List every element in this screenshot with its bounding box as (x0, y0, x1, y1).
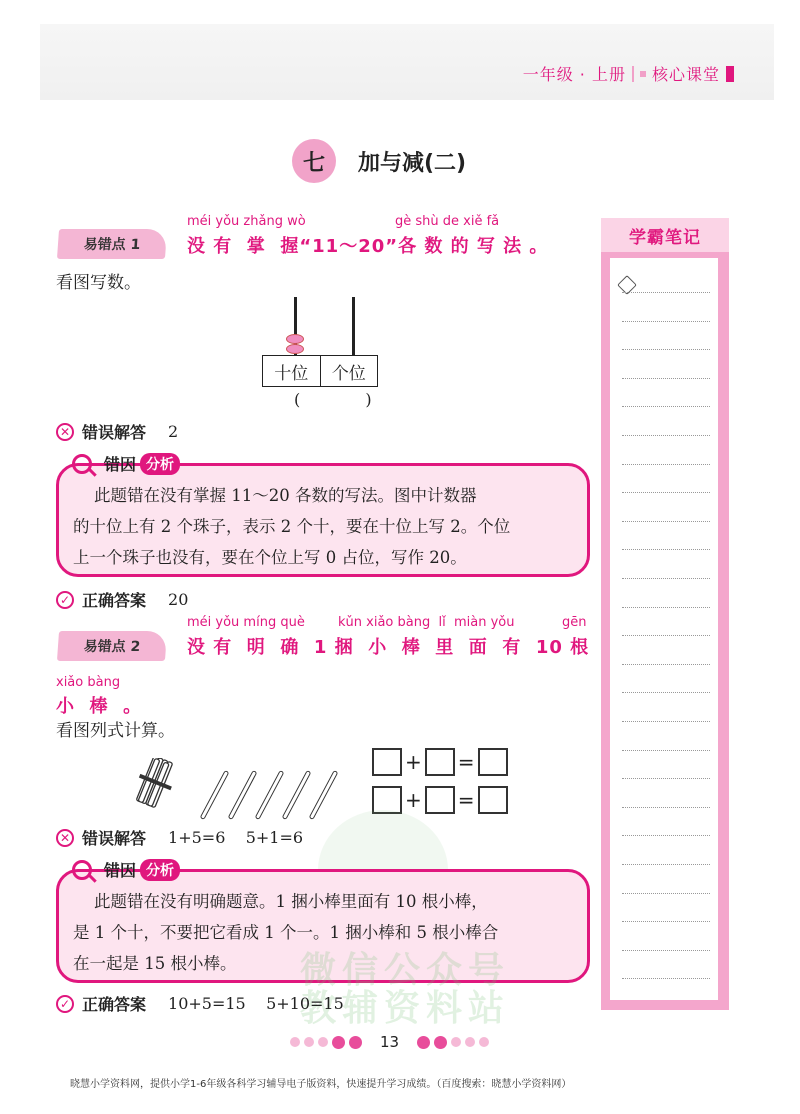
analysis-line: 的十位上有 2 个珠子，表示 2 个十，要在十位上写 2。个位 (73, 517, 511, 536)
ones-rod (352, 297, 355, 355)
single-stick (228, 770, 258, 820)
divider (632, 66, 634, 82)
grade-label: 一年级 · 上册 (522, 65, 626, 84)
pinyin-1a: méi yǒu zhǎng wò (187, 214, 306, 229)
wrong-answer-row-1 (56, 420, 178, 443)
cross-icon: ✕ (56, 423, 74, 441)
answer-box[interactable] (425, 786, 455, 814)
dot (318, 1037, 328, 1047)
pinyin-2b: kǔn xiǎo bàng lǐ miàn yǒu (338, 615, 515, 630)
analysis-line: 是 1 个十，不要把它看成 1 个一。1 捆小棒和 5 根小棒合 (73, 923, 499, 942)
cross-icon: ✕ (56, 829, 74, 847)
note-line (622, 292, 710, 293)
dot (479, 1037, 489, 1047)
dot (332, 1036, 345, 1049)
analysis-line: 在一起是 15 根小棒。 (73, 954, 237, 973)
note-line (622, 721, 710, 722)
error-point-tag-1: 易错点 1 (57, 229, 167, 259)
right-answer-row-1 (56, 588, 188, 611)
reason-heading-2 (72, 858, 180, 881)
note-line (622, 778, 710, 779)
chapter-title: 加与减(二) (358, 150, 467, 176)
chapter-heading (292, 139, 466, 183)
wrong-answer-value: 1+5=6 5+1=6 (168, 828, 304, 847)
note-line (622, 978, 710, 979)
analysis-pill: 分析 (140, 859, 180, 881)
single-stick (282, 770, 312, 820)
answer-box[interactable] (478, 786, 508, 814)
tab-marker (726, 66, 734, 82)
wrong-answer-label: 错误解答 (82, 423, 147, 442)
page-number-bar (290, 1033, 489, 1051)
plus-sign: + (405, 788, 422, 812)
header-label (523, 62, 734, 85)
note-line (622, 750, 710, 751)
check-icon: ✓ (56, 995, 74, 1013)
error-point-title-2b: 小 棒 。 (56, 696, 143, 717)
answer-box[interactable] (372, 748, 402, 776)
analysis-pill: 分析 (140, 453, 180, 475)
right-answer-value: 10+5=15 5+10=15 (168, 994, 344, 1013)
tens-bead (286, 334, 304, 344)
note-line (622, 349, 710, 350)
square-bullet (640, 71, 646, 77)
task-instruction-2: 看图列式计算。 (56, 721, 175, 741)
reason-heading-1 (72, 452, 180, 475)
right-answer-value: 20 (168, 590, 189, 609)
note-line (622, 664, 710, 665)
note-line (622, 492, 710, 493)
tens-bead (286, 344, 304, 354)
dot (434, 1036, 447, 1049)
single-stick (309, 770, 339, 820)
task-instruction-1: 看图写数。 (56, 273, 141, 293)
right-answer-row-2 (56, 992, 344, 1015)
error-point-title-2a: 没 有 明 确 1 捆 小 棒 里 面 有 10 根 (187, 637, 590, 658)
wrong-answer-value: 2 (168, 422, 179, 441)
equation-row-1 (372, 748, 508, 776)
note-line (622, 921, 710, 922)
analysis-box-1 (56, 463, 590, 577)
single-stick (255, 770, 285, 820)
note-line (622, 893, 710, 894)
note-line (622, 378, 710, 379)
single-stick (200, 770, 230, 820)
stick-bundle (130, 758, 180, 808)
notes-title: 学霸笔记 (601, 218, 729, 252)
note-line (622, 549, 710, 550)
note-line (622, 406, 710, 407)
section-label: 核心课堂 (651, 65, 720, 84)
note-line (622, 607, 710, 608)
dot (465, 1037, 475, 1047)
reason-label: 错因 (104, 861, 137, 880)
equals-sign: = (457, 788, 475, 812)
error-point-title-1: 没 有 掌 握“11～20”各 数 的 写 法 。 (187, 236, 549, 257)
dot (349, 1036, 362, 1049)
analysis-line: 此题错在没有明确题意。1 捆小棒里面有 10 根小棒， (73, 892, 488, 911)
plus-sign: + (405, 750, 422, 774)
dot (304, 1037, 314, 1047)
abacus-base (262, 355, 378, 387)
note-line (622, 321, 710, 322)
footer-note: 晓慧小学资料网，提供小学1-6年级各科学习辅导电子版资料，快速提升学习成绩。（百度搜索：晓慧小学资料网） (70, 1079, 572, 1090)
dot (417, 1036, 430, 1049)
pinyin-2d: xiǎo bàng (56, 675, 121, 690)
pinyin-1b: gè shù de xiě fǎ (395, 214, 500, 229)
right-answer-label: 正确答案 (82, 995, 147, 1014)
right-answer-label: 正确答案 (82, 591, 147, 610)
magnifier-icon (72, 454, 92, 474)
note-line (622, 464, 710, 465)
analysis-line: 此题错在没有掌握 11～20 各数的写法。图中计数器 (73, 486, 477, 505)
magnifier-icon (72, 860, 92, 880)
answer-blank: ( ) (294, 390, 402, 409)
wrong-answer-label: 错误解答 (82, 829, 147, 848)
error-point-tag-2: 易错点 2 (57, 631, 167, 661)
note-line (622, 521, 710, 522)
reason-label: 错因 (104, 455, 137, 474)
page-number: 13 (380, 1033, 400, 1051)
dot (290, 1037, 300, 1047)
note-line (622, 635, 710, 636)
note-line (622, 435, 710, 436)
answer-box[interactable] (478, 748, 508, 776)
chapter-number: 七 (292, 139, 336, 183)
watermark-line-1: 微信公众号 (300, 950, 511, 991)
watermark-line-2: 教辅资料站 (300, 988, 511, 1029)
wrong-answer-row-2 (56, 826, 303, 849)
note-line (622, 807, 710, 808)
note-line (622, 692, 710, 693)
analysis-line: 上一个珠子也没有，要在个位上写 0 占位，写作 20。 (73, 548, 467, 567)
pinyin-2a: méi yǒu míng què (187, 615, 305, 630)
check-icon: ✓ (56, 591, 74, 609)
tens-place-label: 十位 (263, 356, 321, 386)
note-line (622, 864, 710, 865)
note-line (622, 950, 710, 951)
note-line (622, 578, 710, 579)
dot (451, 1037, 461, 1047)
equals-sign: = (457, 750, 475, 774)
ones-place-label: 个位 (331, 363, 366, 384)
answer-box[interactable] (425, 748, 455, 776)
note-line (622, 835, 710, 836)
pinyin-2c: gēn (562, 615, 587, 630)
notes-paper (610, 258, 718, 1000)
